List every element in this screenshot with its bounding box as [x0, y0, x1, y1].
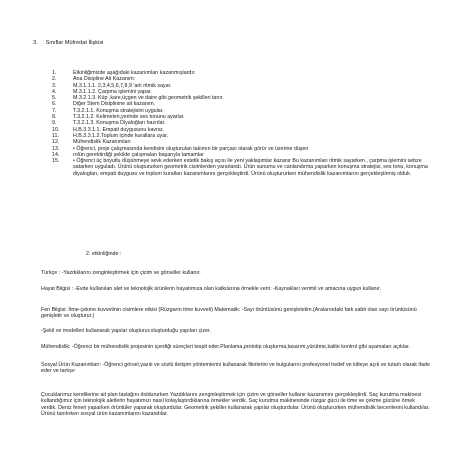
- paragraph-hayat-bilgisi: Hayat Bilgisi : -Evde kullanılan alet ve teknolojik ürünlerin hayatımıza olan katkılarına örnekle verir. -Kaynakları verimli ve amacına uygun kullanır.: [41, 286, 382, 292]
- list-item-number: 13.: [52, 145, 60, 152]
- list-item-number: 12.: [52, 139, 60, 146]
- list-item-number: 4.: [52, 88, 57, 95]
- list-item-text: rolün gerektirdiği şekilde çalışmaları başarıyla tamamlar: [73, 151, 204, 158]
- list-item-text: • Öğrenci üç boyutlu düşünmeye sevk ederken estetik bakış açısı ile yeni yaklaşımlar kazanır Bu kazanımları ritmik sayarken , çarpma işlemini sebze satarken uyguladı. Ürünü oluştururken geometrik cisimlerden yararlandı. Ürün sunumu ve canlandırma yaparken konuşma stratejisi, ses tonu, konuşma diyalogları, empati duygusu ve toplum kuralları kazanımlarını gerçekleştirdi. Ürünü oluştururken mühendislik kazanımlarını gerçekleştirmiş olduk.: [73, 158, 428, 177]
- list-item-text: M.3.2.1.3. Küp ,kare,üçgen ve daire gibi geometrik şekilleri tanır.: [73, 95, 224, 102]
- subheading: [86, 251, 121, 257]
- list-item-text: M.3.1.1.1. 2,3,4,5,6,7,8,9 'arlı ritmik sayar.: [73, 82, 172, 89]
- list-item-text: T.3.2.1.3. Konuşma Diyaloğları hazırlar.: [73, 120, 166, 127]
- list-item-number: 5.: [52, 95, 57, 102]
- list-item-number: 3.: [52, 82, 57, 89]
- list-item-text: M.3.1.1.2. Çarpma işlemini yapar.: [73, 88, 152, 95]
- paragraph-muhendislik: Mühendislik: -Öğrenci bir mühendislik projesinin içerdiği süreçleri tespit eder.Planlama,prototip oluşturma,tasarım,yürütme,kalite kontrol gibi aşamaları açıklar.: [41, 344, 410, 350]
- list-item-text: Diğer Stem Disiplinine ait kazanım.: [73, 101, 156, 108]
- list-item-text: H.B.3.3.1.1. Empati duygusunu kavrar.: [73, 126, 164, 133]
- list-item-text: Mühendislik Kazanımları: [73, 139, 131, 146]
- list-item-text: • Öğrenci, proje çalışmasında kendisini oluşturulan takımın bir parçası olarak görür ve üzerine düşen: [73, 145, 309, 152]
- paragraph-sosyal-urun: Sosyal Ürün Kazanımları: -Öğrenci görsel,yazılı ve sözlü iletişim yöntemlerini kullanarak fikirlerini ve bulgularını profesyonel hedef ve kitleye açık ve tutarlı olarak ifade eder ve tartışır: [41, 362, 430, 375]
- list-item-number: 1.: [52, 70, 57, 76]
- subheading-number: 2.: [86, 251, 91, 257]
- paragraph-sekil-model: -Şekil ve modelleri kullanarak yapılar oluşturur,oluşturduğu yapıları çizer.: [41, 328, 211, 334]
- section-number: 3.: [33, 40, 38, 46]
- list-item-text: T.3.2.1.2. Kelimeleri,yerinde ses tonunu ayarlar.: [73, 114, 185, 121]
- list-item-number: 2.: [52, 76, 57, 83]
- section-heading: [33, 40, 103, 46]
- list-item: [52, 158, 430, 177]
- paragraph-fen-bilgisi: Fen Bilgisi: İtme-çekme kuvvetinin cisimlere etkisi (Rüzgarın itme kuvveti) Matematik: -Sayı örüntüsünü genişletelim.(Aralarındaki fark sabit olan sayı örüntüsünü genişletir ve oluşturur.): [41, 307, 417, 320]
- paragraph-turkce: Türkçe : -Yazdıklarını zenginleştirmek için çizim ve görseller kullanır.: [41, 270, 201, 276]
- list-item-number: 9.: [52, 120, 57, 127]
- list-item-number: 14.: [52, 151, 60, 158]
- list-item-number: 15.: [52, 158, 60, 165]
- list-item-text: H.B.3.3.1.2.Toplum içinde kurallara uyar.: [73, 132, 169, 139]
- subheading-text: etkinliğinde :: [91, 251, 122, 257]
- list-item-text: T.3.2.1.1. Konuşma stratejisini uygular.: [73, 107, 164, 114]
- list-item-number: 11.: [52, 132, 59, 139]
- outcomes-list: [52, 70, 430, 177]
- section-title: Sınıflar Müfredat İlişkisi: [45, 40, 104, 46]
- list-item-text: Etkinliğimizde aşağıdaki kazanımları kazanmışlardır.: [73, 70, 196, 76]
- list-item-number: 10.: [52, 126, 60, 133]
- list-item-number: 7.: [52, 107, 57, 114]
- list-item-number: 6.: [52, 101, 57, 108]
- paragraph-summary: Çocuklarımız kendilerine ait plan taslağını doldururken Yazdıklarını zenginleştirmek için çizim ve görseller kullanır kazanımını gerçekleştirdi. Saç kurutma makinesi kullandığımız için teknolojik aletlerin hayatımızı nasıl kolaylaştırdıklarına örnekler verdik. Saç kurutma makinesinde rüzgar gücü ile itme ve çekme gücüne örnek verdik. Deniz feneri yaparken örüntüler yaparak oluşturdular. Geometrik şekiller kullanarak yapılar oluşturdular. Ürünü oluştururken mühendislik becerilerini kullandılar. Ürünü tanıtırken sosyal ürün kazanımlarını kazandılar.: [41, 392, 430, 417]
- list-item-text: Ana Disipline Ait Kazanım:: [73, 76, 136, 83]
- list-item-number: 8.: [52, 114, 57, 121]
